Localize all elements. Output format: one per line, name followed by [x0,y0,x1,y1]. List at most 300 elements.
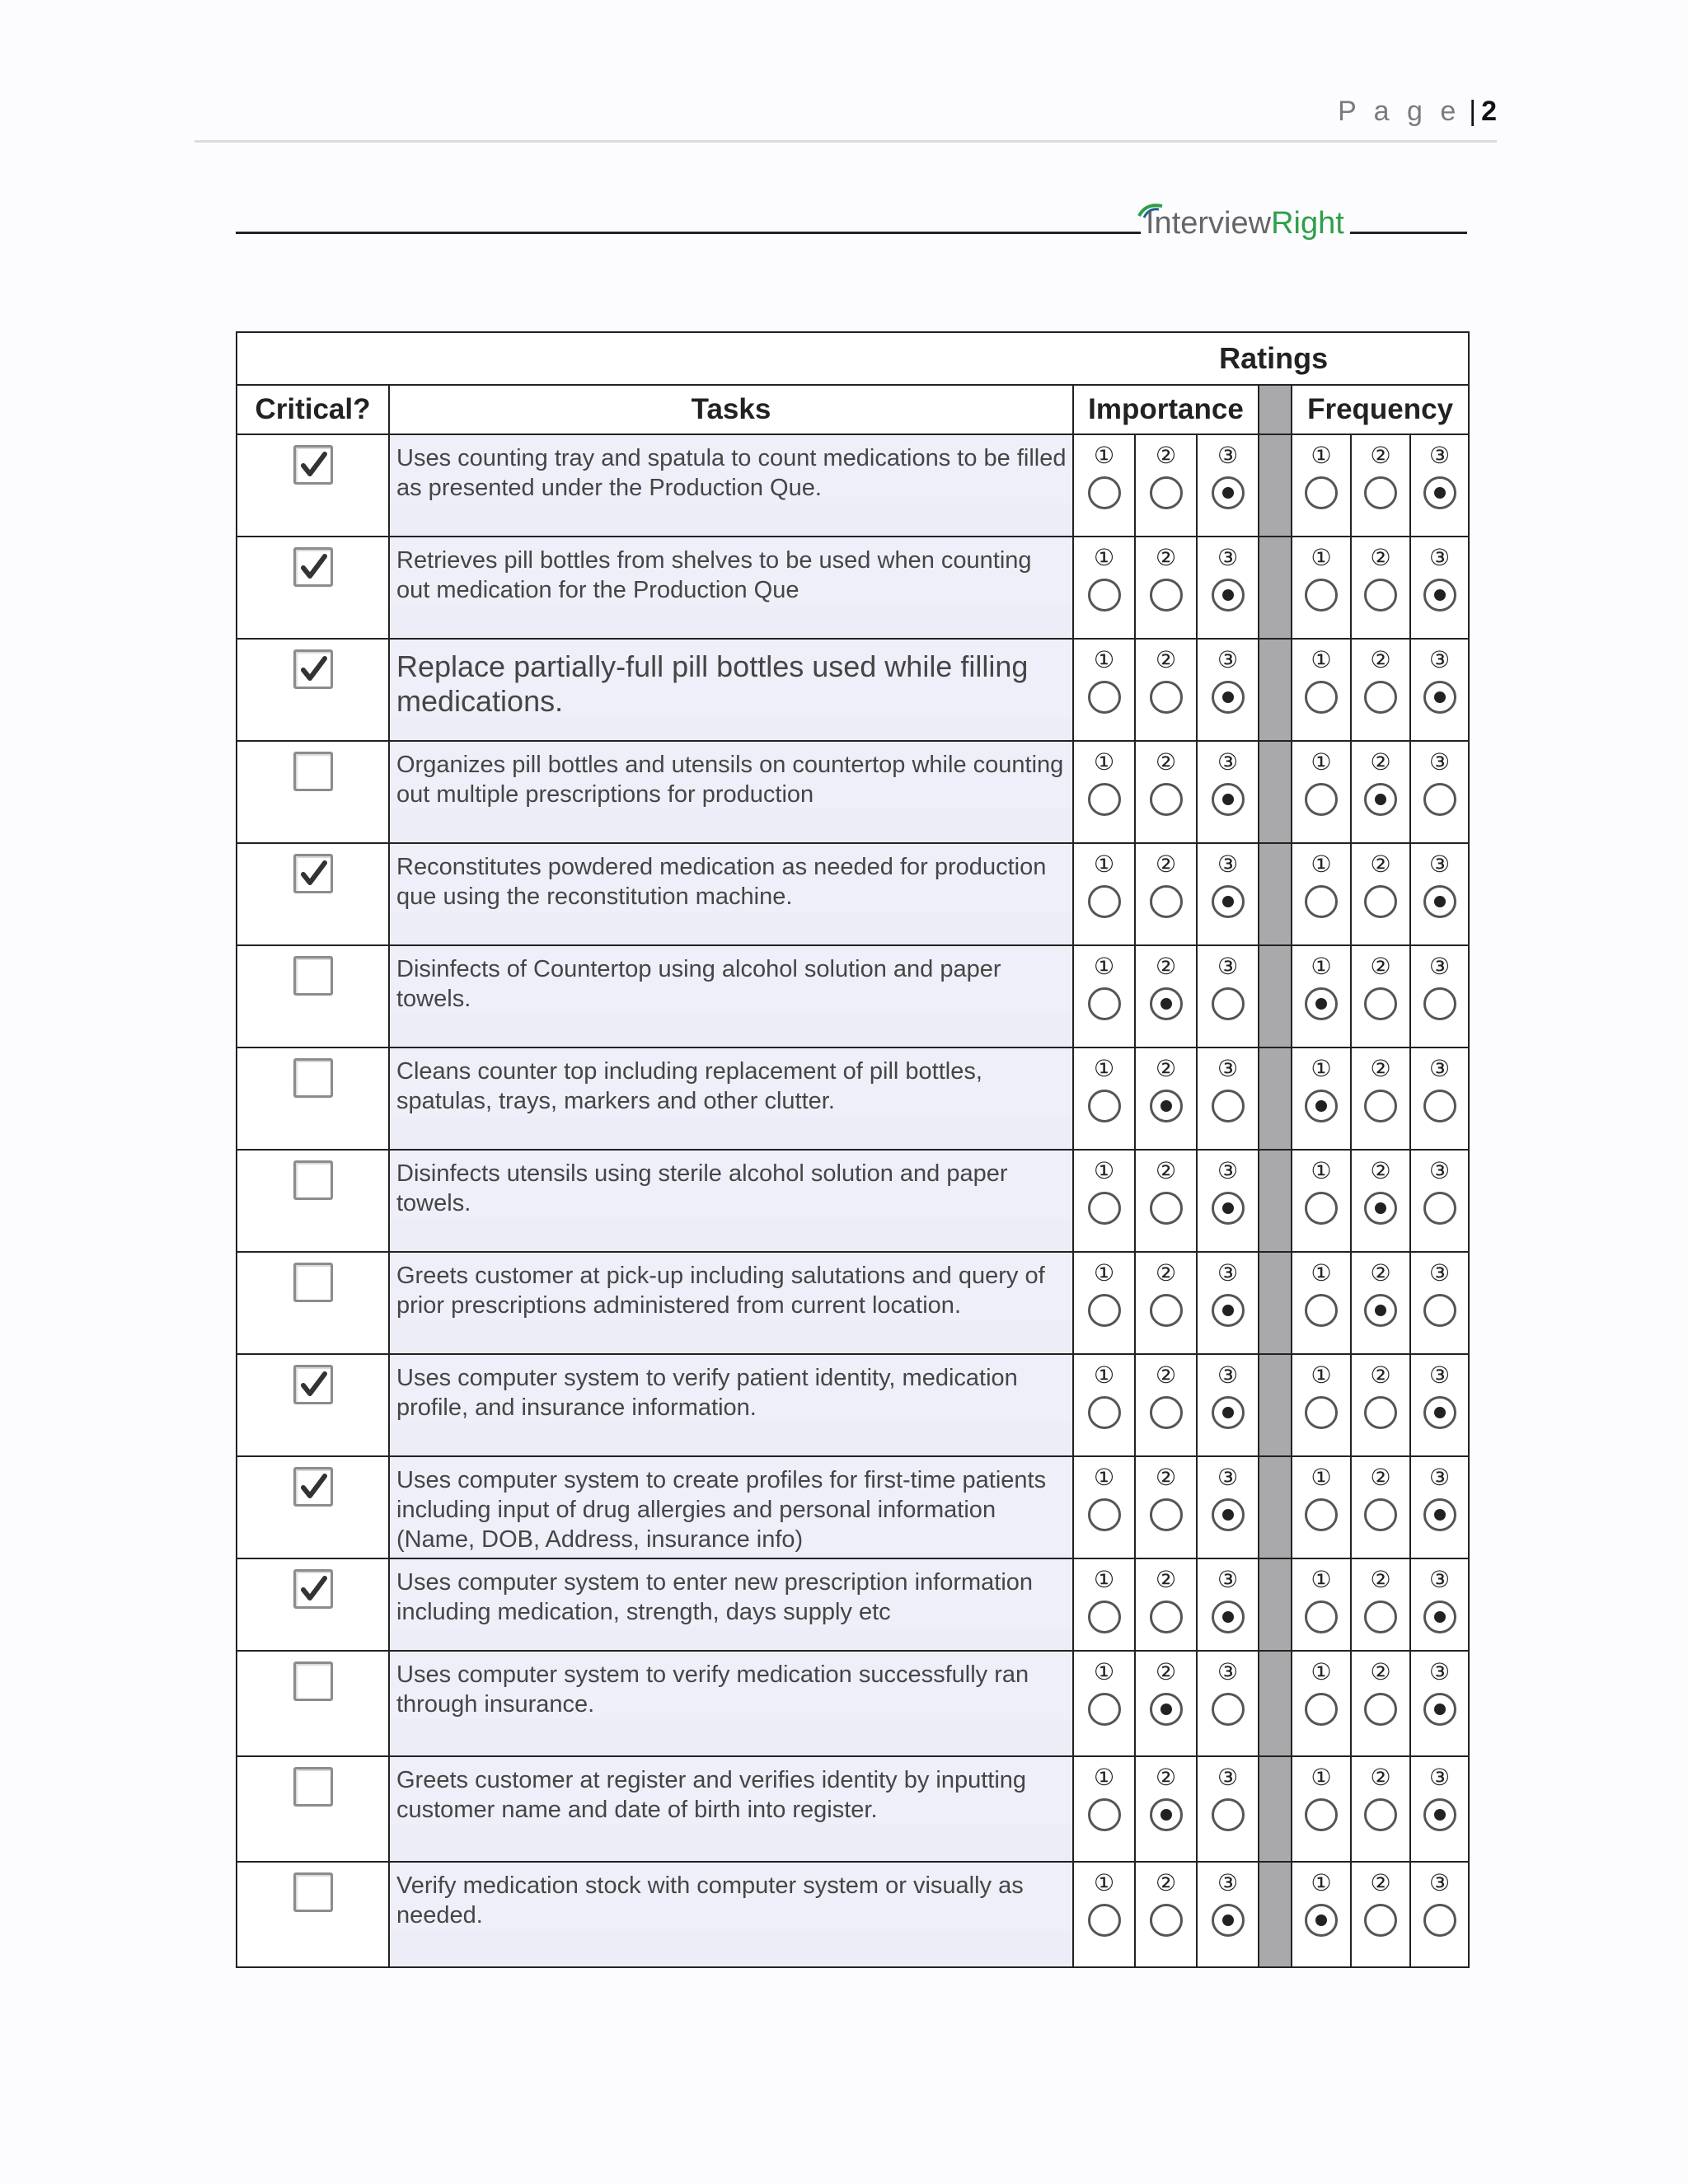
scale-number: ① [1093,749,1115,775]
scale-number: ① [1311,443,1332,468]
task-description: Uses computer system to verify medication successfully ran through insurance. [390,1652,1072,1719]
frequency-option-2 [1351,639,1410,741]
importance-option-1 [1073,1047,1135,1150]
scale-number: ① [1311,851,1332,877]
importance-option-2 [1135,1756,1197,1862]
critical-cell [237,537,389,639]
importance-radio[interactable] [1212,1192,1245,1225]
task-description: Replace partially-full pill bottles used while filling medications. [390,640,1072,719]
scale-number: ① [1093,1465,1115,1490]
frequency-option-2 [1351,537,1410,639]
scale-number: ① [1093,443,1115,468]
checkmark-icon [300,1371,328,1399]
scale-number: ② [1155,1465,1177,1490]
scale-number: ② [1370,749,1391,775]
importance-option-1 [1073,1456,1135,1558]
importance-radio[interactable] [1212,1498,1245,1531]
importance-option-2 [1135,1047,1197,1150]
importance-radio[interactable] [1088,1192,1121,1225]
importance-radio[interactable] [1212,1693,1245,1726]
importance-option-1 [1073,1252,1135,1354]
divider-column [1259,1354,1292,1456]
importance-option-3 [1197,1651,1259,1756]
importance-radio[interactable] [1150,1498,1183,1531]
scale-number: ③ [1429,1567,1451,1592]
frequency-option-3 [1410,1150,1469,1252]
importance-radio[interactable] [1212,1798,1245,1831]
frequency-radio[interactable] [1423,1693,1456,1726]
scale-number: ② [1155,954,1177,979]
frequency-option-1 [1292,843,1351,945]
importance-radio[interactable] [1150,1601,1183,1633]
importance-radio[interactable] [1150,579,1183,612]
importance-column-header: Importance [1073,385,1259,434]
critical-checkbox[interactable] [293,1365,333,1404]
importance-option-3 [1197,1862,1259,1967]
scale-number: ① [1093,1362,1115,1388]
importance-radio[interactable] [1150,1693,1183,1726]
importance-option-2 [1135,1354,1197,1456]
importance-radio[interactable] [1212,885,1245,918]
scale-number: ③ [1429,749,1451,775]
scale-number: ② [1155,1260,1177,1286]
frequency-radio[interactable] [1423,885,1456,918]
task-cell [389,1456,1073,1558]
table-row [237,1252,1469,1354]
frequency-radio[interactable] [1305,1904,1338,1937]
critical-cell [237,945,389,1047]
scale-number: ③ [1217,851,1239,877]
checkmark-icon [300,553,328,581]
importance-radio[interactable] [1150,885,1183,918]
frequency-radio[interactable] [1364,987,1397,1020]
scale-number: ② [1370,954,1391,979]
frequency-column-header: Frequency [1292,385,1469,434]
frequency-radio[interactable] [1364,1294,1397,1327]
frequency-radio[interactable] [1364,1798,1397,1831]
divider-column [1259,1651,1292,1756]
scale-number: ① [1311,1765,1332,1790]
frequency-option-2 [1351,945,1410,1047]
scale-number: ③ [1429,1056,1451,1081]
scale-number: ② [1155,1870,1177,1896]
frequency-option-1 [1292,1456,1351,1558]
importance-option-2 [1135,1150,1197,1252]
importance-radio[interactable] [1212,1396,1245,1429]
frequency-option-2 [1351,1651,1410,1756]
scale-number: ③ [1217,1056,1239,1081]
brand-rule-right [1350,232,1467,234]
scale-number: ① [1093,1158,1115,1183]
task-cell [389,639,1073,741]
frequency-radio[interactable] [1364,1601,1397,1633]
frequency-option-1 [1292,1252,1351,1354]
critical-checkbox[interactable] [293,1569,333,1609]
frequency-radio[interactable] [1364,1192,1397,1225]
critical-cell [237,1651,389,1756]
importance-radio[interactable] [1212,987,1245,1020]
table-row [237,1651,1469,1756]
importance-radio[interactable] [1088,1601,1121,1633]
importance-radio[interactable] [1150,681,1183,714]
scale-number: ① [1311,1567,1332,1592]
frequency-radio[interactable] [1364,1090,1397,1122]
task-rating-table [236,331,1470,1968]
importance-radio[interactable] [1212,476,1245,509]
table-row [237,1756,1469,1862]
frequency-radio[interactable] [1423,1904,1456,1937]
frequency-option-3 [1410,537,1469,639]
frequency-option-2 [1351,434,1410,537]
table-row [237,639,1469,741]
importance-option-1 [1073,639,1135,741]
frequency-radio[interactable] [1423,987,1456,1020]
scale-number: ③ [1217,1659,1239,1685]
frequency-radio[interactable] [1305,1396,1338,1429]
scale-number: ① [1311,1362,1332,1388]
frequency-radio[interactable] [1364,783,1397,816]
frequency-radio[interactable] [1305,1498,1338,1531]
importance-radio[interactable] [1088,783,1121,816]
critical-cell [237,434,389,537]
critical-checkbox[interactable] [293,1767,333,1807]
frequency-option-2 [1351,1558,1410,1651]
task-description: Disinfects of Countertop using alcohol solution and paper towels. [390,946,1072,1014]
importance-option-2 [1135,843,1197,945]
frequency-radio[interactable] [1305,1192,1338,1225]
importance-option-3 [1197,843,1259,945]
critical-checkbox[interactable] [293,445,333,485]
task-description: Uses counting tray and spatula to count medications to be filled as presented under the Production Que. [390,435,1072,503]
scale-number: ③ [1217,1567,1239,1592]
importance-option-2 [1135,1558,1197,1651]
divider-column [1259,1756,1292,1862]
frequency-radio[interactable] [1305,681,1338,714]
scale-number: ① [1093,1765,1115,1790]
scale-number: ② [1155,1765,1177,1790]
frequency-radio[interactable] [1305,476,1338,509]
scale-number: ② [1370,1260,1391,1286]
importance-radio[interactable] [1212,681,1245,714]
divider-column [1259,741,1292,843]
frequency-radio[interactable] [1423,681,1456,714]
divider-column [1259,945,1292,1047]
task-description: Reconstitutes powdered medication as needed for production que using the reconstitution machine. [390,844,1072,912]
scale-number: ① [1311,1870,1332,1896]
importance-radio[interactable] [1150,987,1183,1020]
importance-radio[interactable] [1150,1294,1183,1327]
frequency-option-1 [1292,639,1351,741]
critical-cell [237,639,389,741]
frequency-radio[interactable] [1305,987,1338,1020]
checkmark-icon [300,1575,328,1603]
scale-number: ① [1311,749,1332,775]
importance-option-3 [1197,639,1259,741]
importance-option-3 [1197,1252,1259,1354]
importance-option-2 [1135,639,1197,741]
task-cell [389,1150,1073,1252]
frequency-radio[interactable] [1364,1693,1397,1726]
scale-number: ② [1370,1659,1391,1685]
scale-number: ③ [1429,647,1451,673]
importance-radio[interactable] [1212,783,1245,816]
frequency-radio[interactable] [1423,1601,1456,1633]
frequency-radio[interactable] [1305,1294,1338,1327]
critical-checkbox[interactable] [293,752,333,791]
scale-number: ① [1093,1260,1115,1286]
divider-column [1259,1456,1292,1558]
frequency-radio[interactable] [1305,783,1338,816]
importance-radio[interactable] [1212,1294,1245,1327]
critical-cell [237,843,389,945]
frequency-option-1 [1292,1862,1351,1967]
scale-number: ① [1311,1056,1332,1081]
frequency-option-2 [1351,1252,1410,1354]
importance-radio[interactable] [1088,1904,1121,1937]
frequency-radio[interactable] [1305,1798,1338,1831]
scale-number: ③ [1217,443,1239,468]
frequency-radio[interactable] [1423,1498,1456,1531]
scale-number: ③ [1429,1465,1451,1490]
importance-radio[interactable] [1088,579,1121,612]
scale-number: ③ [1429,1260,1451,1286]
frequency-option-1 [1292,1354,1351,1456]
importance-radio[interactable] [1150,1192,1183,1225]
importance-radio[interactable] [1150,1798,1183,1831]
frequency-radio[interactable] [1305,579,1338,612]
frequency-radio[interactable] [1423,1192,1456,1225]
scale-number: ③ [1217,1870,1239,1896]
scale-number: ③ [1217,954,1239,979]
scale-number: ③ [1429,1362,1451,1388]
scale-number: ② [1370,545,1391,570]
task-cell [389,434,1073,537]
frequency-radio[interactable] [1364,885,1397,918]
frequency-radio[interactable] [1305,1090,1338,1122]
task-description: Greets customer at pick-up including salutations and query of prior prescriptions administered from current location. [390,1253,1072,1320]
importance-radio[interactable] [1088,1498,1121,1531]
importance-radio[interactable] [1150,476,1183,509]
critical-cell [237,1047,389,1150]
scale-number: ① [1311,1465,1332,1490]
page-header [195,92,1497,143]
importance-radio[interactable] [1088,681,1121,714]
importance-option-1 [1073,741,1135,843]
task-cell [389,945,1073,1047]
scale-number: ② [1370,1056,1391,1081]
scale-number: ② [1155,545,1177,570]
scale-number: ② [1155,647,1177,673]
frequency-option-1 [1292,1558,1351,1651]
critical-checkbox[interactable] [293,1058,333,1098]
critical-checkbox[interactable] [293,1263,333,1302]
scale-number: ② [1370,851,1391,877]
scale-number: ③ [1429,1659,1451,1685]
importance-option-2 [1135,434,1197,537]
frequency-radio[interactable] [1423,1294,1456,1327]
importance-option-3 [1197,1456,1259,1558]
importance-option-1 [1073,537,1135,639]
frequency-radio[interactable] [1423,476,1456,509]
scale-number: ② [1370,647,1391,673]
scale-number: ① [1093,1870,1115,1896]
frequency-radio[interactable] [1423,1396,1456,1429]
scale-number: ② [1370,1870,1391,1896]
frequency-radio[interactable] [1423,1798,1456,1831]
scale-number: ① [1093,1659,1115,1685]
importance-radio[interactable] [1088,1090,1121,1122]
task-description: Verify medication stock with computer system or visually as needed. [390,1863,1072,1930]
frequency-radio[interactable] [1364,476,1397,509]
scale-number: ③ [1429,851,1451,877]
scale-number: ③ [1217,1362,1239,1388]
critical-cell [237,1456,389,1558]
scale-number: ③ [1429,1870,1451,1896]
scale-number: ③ [1429,954,1451,979]
importance-radio[interactable] [1088,1693,1121,1726]
scale-number: ③ [1217,1765,1239,1790]
scale-number: ② [1370,1362,1391,1388]
frequency-radio[interactable] [1364,1396,1397,1429]
task-cell [389,1558,1073,1651]
frequency-option-3 [1410,1047,1469,1150]
critical-checkbox[interactable] [293,854,333,893]
task-description: Uses computer system to verify patient identity, medication profile, and insurance information. [390,1355,1072,1422]
critical-cell [237,1354,389,1456]
critical-checkbox[interactable] [293,1661,333,1701]
frequency-option-1 [1292,434,1351,537]
importance-option-3 [1197,1354,1259,1456]
importance-radio[interactable] [1088,987,1121,1020]
importance-option-1 [1073,1354,1135,1456]
task-description: Retrieves pill bottles from shelves to be used when counting out medication for the Production Que [390,537,1072,605]
importance-radio[interactable] [1150,1090,1183,1122]
scale-number: ③ [1429,545,1451,570]
critical-cell [237,1756,389,1862]
importance-option-3 [1197,1756,1259,1862]
importance-option-1 [1073,843,1135,945]
importance-radio[interactable] [1212,1904,1245,1937]
importance-radio[interactable] [1088,885,1121,918]
critical-checkbox[interactable] [293,547,333,587]
scale-number: ② [1155,1056,1177,1081]
scale-number: ② [1370,1765,1391,1790]
importance-radio[interactable] [1212,1601,1245,1633]
frequency-option-2 [1351,843,1410,945]
scale-number: ② [1155,749,1177,775]
table-row [237,1862,1469,1967]
divider-column [1259,1252,1292,1354]
frequency-option-2 [1351,1456,1410,1558]
task-description: Uses computer system to enter new prescription information including medication, strength, days supply etc [390,1559,1072,1627]
importance-radio[interactable] [1212,1090,1245,1122]
table-row [237,1150,1469,1252]
critical-checkbox[interactable] [293,956,333,996]
table-row [237,1558,1469,1651]
critical-checkbox[interactable] [293,1872,333,1912]
frequency-option-1 [1292,537,1351,639]
frequency-option-2 [1351,1150,1410,1252]
divider-column [1259,385,1292,434]
importance-option-3 [1197,537,1259,639]
importance-option-3 [1197,1150,1259,1252]
scale-number: ② [1370,1465,1391,1490]
frequency-radio[interactable] [1364,1904,1397,1937]
frequency-option-3 [1410,434,1469,537]
critical-checkbox[interactable] [293,1160,333,1200]
importance-radio[interactable] [1150,783,1183,816]
scale-number: ③ [1217,545,1239,570]
importance-option-1 [1073,1651,1135,1756]
divider-column [1259,843,1292,945]
importance-radio[interactable] [1088,1294,1121,1327]
divider-column [1259,537,1292,639]
frequency-option-3 [1410,741,1469,843]
importance-option-1 [1073,1558,1135,1651]
importance-option-1 [1073,1862,1135,1967]
importance-option-2 [1135,1456,1197,1558]
scale-number: ① [1311,1260,1332,1286]
importance-radio[interactable] [1088,476,1121,509]
frequency-radio[interactable] [1305,1601,1338,1633]
divider-column [1259,1047,1292,1150]
frequency-option-3 [1410,1756,1469,1862]
importance-radio[interactable] [1150,1904,1183,1937]
frequency-radio[interactable] [1305,885,1338,918]
frequency-radio[interactable] [1364,681,1397,714]
importance-radio[interactable] [1150,1396,1183,1429]
checkmark-icon [300,860,328,888]
frequency-radio[interactable] [1423,579,1456,612]
frequency-option-2 [1351,1756,1410,1862]
importance-option-1 [1073,434,1135,537]
table-row [237,843,1469,945]
scale-number: ③ [1429,443,1451,468]
scale-number: ① [1093,647,1115,673]
frequency-radio[interactable] [1423,783,1456,816]
critical-checkbox[interactable] [293,649,333,689]
frequency-radio[interactable] [1364,579,1397,612]
frequency-option-3 [1410,945,1469,1047]
importance-radio[interactable] [1088,1798,1121,1831]
critical-checkbox[interactable] [293,1467,333,1507]
frequency-radio[interactable] [1364,1498,1397,1531]
importance-radio[interactable] [1088,1396,1121,1429]
frequency-radio[interactable] [1423,1090,1456,1122]
scale-number: ② [1155,1659,1177,1685]
scale-number: ③ [1217,1260,1239,1286]
scale-number: ① [1093,545,1115,570]
frequency-option-3 [1410,639,1469,741]
task-description: Cleans counter top including replacement of pill bottles, spatulas, trays, markers and other clutter. [390,1048,1072,1116]
task-description: Organizes pill bottles and utensils on countertop while counting out multiple prescriptions for production [390,742,1072,809]
scale-number: ③ [1429,1158,1451,1183]
importance-radio[interactable] [1212,579,1245,612]
importance-option-1 [1073,1756,1135,1862]
critical-cell [237,741,389,843]
frequency-radio[interactable] [1305,1693,1338,1726]
scale-number: ② [1155,851,1177,877]
divider-column [1259,434,1292,537]
table-row [237,1047,1469,1150]
importance-option-3 [1197,741,1259,843]
frequency-option-3 [1410,1651,1469,1756]
page-number: P a g e | 2 [1338,96,1497,127]
scale-number: ② [1370,1158,1391,1183]
task-cell [389,843,1073,945]
frequency-option-3 [1410,1862,1469,1967]
divider-column [1259,1558,1292,1651]
